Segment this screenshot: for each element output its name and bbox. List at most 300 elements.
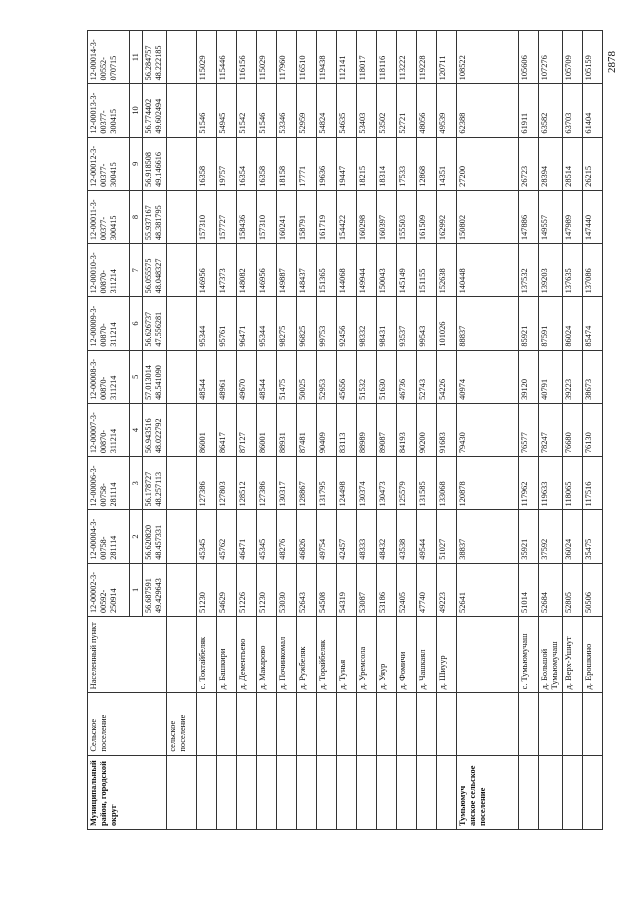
cell-value: 19636 <box>317 137 337 190</box>
cell-value: 51230 <box>257 563 277 616</box>
cell-value: 35921 <box>519 510 539 563</box>
cell-value: 147440 <box>583 190 603 243</box>
table-row <box>519 31 539 830</box>
cell-value: 43538 <box>397 510 417 563</box>
cell-value: 84193 <box>397 403 417 456</box>
cell-settlement <box>583 693 603 755</box>
cell-settlement <box>457 693 519 755</box>
cell-value: 95344 <box>197 297 217 350</box>
column-coords: 56.943516 48.022792 <box>143 403 167 456</box>
column-coords: 56.918508 49.146616 <box>143 137 167 190</box>
cell-value: 120878 <box>457 457 519 510</box>
cell-value: 119438 <box>317 31 337 84</box>
column-number: 8 <box>130 190 143 243</box>
cell-value: 38837 <box>457 510 519 563</box>
cell-municipal <box>277 755 297 829</box>
cell-value: 150802 <box>457 190 519 243</box>
cell-value: 99543 <box>417 297 437 350</box>
cell-value: 63582 <box>539 84 563 137</box>
cell-value: 127386 <box>257 457 277 510</box>
cell-value: 51546 <box>197 84 217 137</box>
column-coords: 56.620820 48.457331 <box>143 510 167 563</box>
cell-value: 105606 <box>519 31 539 84</box>
cell-value: 128512 <box>237 457 257 510</box>
column-number: 10 <box>130 84 143 137</box>
cell-value: 116510 <box>297 31 317 84</box>
cell-value: 61911 <box>519 84 539 137</box>
cell-value: 149944 <box>357 244 377 297</box>
cell-value: 117516 <box>583 457 603 510</box>
cell-municipal <box>519 755 539 829</box>
table-row <box>217 31 237 830</box>
cell-value: 86417 <box>217 403 237 456</box>
column-number: 3 <box>130 457 143 510</box>
cell-locality: д. Фомичи <box>397 616 417 692</box>
page-number: 2878 <box>606 51 618 73</box>
header-municipal: Муниципальный район, городской округ <box>88 755 167 829</box>
cell-value: 51226 <box>237 563 257 616</box>
cell-value: 130317 <box>277 457 297 510</box>
cell-value: 160397 <box>377 190 397 243</box>
cell-value: 105709 <box>563 31 583 84</box>
cell-value: 51027 <box>437 510 457 563</box>
cell-value: 139203 <box>539 244 563 297</box>
cell-value: 48961 <box>217 350 237 403</box>
cell-value: 49539 <box>437 84 457 137</box>
cell-value: 160241 <box>277 190 297 243</box>
cell-value: 112141 <box>337 31 357 84</box>
cell-value: 54629 <box>217 563 237 616</box>
cell-value: 127386 <box>197 457 217 510</box>
cell-value: 16358 <box>197 137 217 190</box>
cell-value: 48432 <box>377 510 397 563</box>
cell-municipal <box>417 755 437 829</box>
cell-value: 108522 <box>457 31 519 84</box>
cell-settlement <box>217 693 237 755</box>
table-body <box>88 31 603 830</box>
column-number: 7 <box>130 244 143 297</box>
cell-value: 113222 <box>397 31 417 84</box>
cell-value: 35475 <box>583 510 603 563</box>
column-coords: 56.284757 48.222185 <box>143 31 167 84</box>
cell-municipal <box>257 755 277 829</box>
cell-value: 47740 <box>417 563 437 616</box>
cell-locality: д. Верх-Ушнут <box>563 616 583 692</box>
group-settlement: сельское поселение <box>167 693 197 755</box>
cell-value: 89087 <box>377 403 397 456</box>
cell-value: 53502 <box>377 84 397 137</box>
column-number: 5 <box>130 350 143 403</box>
cell-value: 54319 <box>337 563 357 616</box>
cell-settlement <box>277 693 297 755</box>
cell-value: 85921 <box>519 297 539 350</box>
cell-value: 45345 <box>257 510 277 563</box>
cell-settlement <box>563 693 583 755</box>
cell-value: 119228 <box>417 31 437 84</box>
cell-value: 154422 <box>337 190 357 243</box>
cell-value: 116156 <box>237 31 257 84</box>
cell-value: 162992 <box>437 190 457 243</box>
table-row <box>377 31 397 830</box>
cell-value: 130374 <box>357 457 377 510</box>
cell-locality: д. Большой Тумьюмучаш <box>539 616 563 692</box>
cell-value: 117962 <box>519 457 539 510</box>
cell-settlement <box>357 693 377 755</box>
cell-value: 118116 <box>377 31 397 84</box>
cell-value: 52721 <box>397 84 417 137</box>
cell-value: 161719 <box>317 190 337 243</box>
cell-value: 38673 <box>583 350 603 403</box>
cell-value: 145149 <box>397 244 417 297</box>
cell-value: 119633 <box>539 457 563 510</box>
cell-value: 51475 <box>277 350 297 403</box>
cell-value: 101026 <box>437 297 457 350</box>
cell-value: 76577 <box>519 403 539 456</box>
cell-value: 40974 <box>457 350 519 403</box>
cell-value: 149887 <box>277 244 297 297</box>
cell-value: 88837 <box>457 297 519 350</box>
cell-value: 93537 <box>397 297 417 350</box>
cell-value: 87127 <box>237 403 257 456</box>
cell-value: 14351 <box>437 137 457 190</box>
cell-value: 92456 <box>337 297 357 350</box>
cell-value: 131585 <box>417 457 437 510</box>
cell-value: 161509 <box>417 190 437 243</box>
cell-value: 45656 <box>337 350 357 403</box>
cell-value: 137532 <box>519 244 539 297</box>
column-code: 12-00013-3-00377-300415 <box>88 84 130 137</box>
cell-value: 83113 <box>337 403 357 456</box>
cell-municipal <box>583 755 603 829</box>
cell-value: 157310 <box>257 190 277 243</box>
cell-value: 19757 <box>217 137 237 190</box>
cell-value: 37592 <box>539 510 563 563</box>
cell-value: 87591 <box>539 297 563 350</box>
cell-value: 98332 <box>357 297 377 350</box>
cell-value: 52805 <box>563 563 583 616</box>
cell-settlement <box>297 693 317 755</box>
cell-value: 98431 <box>377 297 397 350</box>
column-number: 2 <box>130 510 143 563</box>
cell-value: 90409 <box>317 403 337 456</box>
cell-value: 53030 <box>277 563 297 616</box>
table-row <box>563 31 583 830</box>
cell-settlement <box>317 693 337 755</box>
cell-value: 76130 <box>583 403 603 456</box>
column-code: 12-00007-3-00870-311214 <box>88 403 130 456</box>
cell-value: 52405 <box>397 563 417 616</box>
cell-value: 133068 <box>437 457 457 510</box>
cell-value: 48544 <box>197 350 217 403</box>
cell-value: 152638 <box>437 244 457 297</box>
cell-value: 28514 <box>563 137 583 190</box>
cell-value: 120711 <box>437 31 457 84</box>
cell-value: 12868 <box>417 137 437 190</box>
cell-value: 137635 <box>563 244 583 297</box>
cell-value: 151365 <box>317 244 337 297</box>
column-number: 1 <box>130 563 143 616</box>
table-row <box>583 31 603 830</box>
cell-locality: д. Уремсола <box>357 616 377 692</box>
header-settlement: Сельское поселение <box>88 693 167 755</box>
cell-locality: с. Тумьюмучаш <box>519 616 539 692</box>
column-code: 12-00008-3-00870-311214 <box>88 350 130 403</box>
cell-value: 147989 <box>563 190 583 243</box>
cell-value: 63703 <box>563 84 583 137</box>
cell-value: 79430 <box>457 403 519 456</box>
column-code: 12-00002-3-00592-250914 <box>88 563 130 616</box>
cell-value: 50025 <box>297 350 317 403</box>
cell-value: 151155 <box>417 244 437 297</box>
cell-value: 51630 <box>377 350 397 403</box>
cell-value: 95344 <box>257 297 277 350</box>
cell-value: 16354 <box>237 137 257 190</box>
table-row <box>297 31 317 830</box>
cell-municipal <box>197 755 217 829</box>
cell-value: 52643 <box>297 563 317 616</box>
cell-locality: д. Тунья <box>337 616 357 692</box>
cell-value: 54824 <box>317 84 337 137</box>
cell-settlement <box>237 693 257 755</box>
cell-value: 54508 <box>317 563 337 616</box>
cell-value: 53403 <box>357 84 377 137</box>
cell-value: 27200 <box>457 137 519 190</box>
cell-settlement <box>417 693 437 755</box>
cell-value: 51546 <box>257 84 277 137</box>
cell-value: 105159 <box>583 31 603 84</box>
cell-value: 148082 <box>237 244 257 297</box>
cell-value: 49754 <box>317 510 337 563</box>
cell-value: 88989 <box>357 403 377 456</box>
cell-value: 17533 <box>397 137 417 190</box>
cell-locality: д. Уяур <box>377 616 397 692</box>
cell-value: 90200 <box>417 403 437 456</box>
cell-value: 52641 <box>457 563 519 616</box>
cell-settlement <box>377 693 397 755</box>
cell-value: 49223 <box>437 563 457 616</box>
cell-municipal <box>217 755 237 829</box>
column-coords: 56.626737 47.556281 <box>143 297 167 350</box>
cell-value: 51532 <box>357 350 377 403</box>
column-coords: 57.013014 48.541090 <box>143 350 167 403</box>
table-row <box>337 31 357 830</box>
table-row <box>397 31 417 830</box>
cell-settlement <box>519 693 539 755</box>
column-coords: 56.178727 48.257113 <box>143 457 167 510</box>
cell-value: 158436 <box>237 190 257 243</box>
cell-value: 36024 <box>563 510 583 563</box>
column-code: 12-00009-3-00870-311214 <box>88 297 130 350</box>
table-row <box>457 31 519 830</box>
table-row <box>277 31 297 830</box>
cell-value: 54945 <box>217 84 237 137</box>
column-coords: 56.774402 49.602494 <box>143 84 167 137</box>
cell-value: 96825 <box>297 297 317 350</box>
cell-municipal: Тумьюмуч анское сельское поселение <box>457 755 519 829</box>
cell-value: 127803 <box>217 457 237 510</box>
cell-value: 86001 <box>257 403 277 456</box>
table-row <box>257 31 277 830</box>
cell-value: 51014 <box>519 563 539 616</box>
cell-locality: д. Ружбеляк <box>297 616 317 692</box>
cell-municipal <box>437 755 457 829</box>
cell-value: 50506 <box>583 563 603 616</box>
cell-municipal <box>397 755 417 829</box>
cell-value: 78247 <box>539 403 563 456</box>
table-row <box>437 31 457 830</box>
cell-value: 53346 <box>277 84 297 137</box>
cell-value: 115029 <box>197 31 217 84</box>
cell-municipal <box>337 755 357 829</box>
cell-value: 99753 <box>317 297 337 350</box>
cell-value: 61404 <box>583 84 603 137</box>
cell-settlement <box>257 693 277 755</box>
group-cell-empty <box>167 755 197 829</box>
column-code: 12-00011-3-00377-300415 <box>88 190 130 243</box>
group-cell-empty <box>167 616 197 692</box>
cell-value: 28394 <box>539 137 563 190</box>
column-coords: 55.937167 48.381795 <box>143 190 167 243</box>
cell-value: 137086 <box>583 244 603 297</box>
table-row <box>237 31 257 830</box>
cell-value: 150043 <box>377 244 397 297</box>
cell-value: 158791 <box>297 190 317 243</box>
cell-value: 124498 <box>337 457 357 510</box>
cell-value: 96471 <box>237 297 257 350</box>
cell-value: 107276 <box>539 31 563 84</box>
cell-value: 144068 <box>337 244 357 297</box>
cell-value: 18158 <box>277 137 297 190</box>
column-code: 12-00014-3-00552-070715 <box>88 31 130 84</box>
cell-value: 46826 <box>297 510 317 563</box>
cell-municipal <box>377 755 397 829</box>
cell-value: 86001 <box>197 403 217 456</box>
cell-value: 87481 <box>297 403 317 456</box>
cell-value: 130473 <box>377 457 397 510</box>
cell-value: 40791 <box>539 350 563 403</box>
cell-value: 131795 <box>317 457 337 510</box>
cell-value: 157310 <box>197 190 217 243</box>
cell-value: 118065 <box>563 457 583 510</box>
cell-value: 147886 <box>519 190 539 243</box>
cell-locality: д. Башкири <box>217 616 237 692</box>
cell-value: 16358 <box>257 137 277 190</box>
cell-value: 117960 <box>277 31 297 84</box>
column-code: 12-00006-3-00758-281114 <box>88 457 130 510</box>
cell-value: 125579 <box>397 457 417 510</box>
cell-municipal <box>563 755 583 829</box>
column-coords: 56.055575 48.048327 <box>143 244 167 297</box>
cell-value: 46736 <box>397 350 417 403</box>
cell-value: 45345 <box>197 510 217 563</box>
cell-value: 118017 <box>357 31 377 84</box>
cell-locality: д. Починкомал <box>277 616 297 692</box>
cell-locality: д. Торайбеляк <box>317 616 337 692</box>
column-number: 11 <box>130 31 143 84</box>
data-table <box>87 30 603 830</box>
cell-settlement <box>437 693 457 755</box>
cell-locality <box>457 616 519 692</box>
cell-value: 160298 <box>357 190 377 243</box>
cell-value: 54635 <box>337 84 357 137</box>
table-row <box>197 31 217 830</box>
cell-value: 52684 <box>539 563 563 616</box>
cell-value: 62388 <box>457 84 519 137</box>
cell-value: 148437 <box>297 244 317 297</box>
cell-value: 52953 <box>317 350 337 403</box>
cell-value: 86024 <box>563 297 583 350</box>
cell-value: 45762 <box>217 510 237 563</box>
cell-value: 49544 <box>417 510 437 563</box>
header-row <box>88 31 130 830</box>
cell-value: 52959 <box>297 84 317 137</box>
cell-value: 48056 <box>417 84 437 137</box>
column-code: 12-00004-3-00758-281114 <box>88 510 130 563</box>
cell-value: 98275 <box>277 297 297 350</box>
cell-locality: с. Токтайбеляк <box>197 616 217 692</box>
header-locality: Населенный пункт <box>88 616 167 692</box>
column-number: 9 <box>130 137 143 190</box>
cell-locality: д. Макарово <box>257 616 277 692</box>
cell-value: 85474 <box>583 297 603 350</box>
cell-municipal <box>357 755 377 829</box>
cell-value: 146956 <box>197 244 217 297</box>
cell-municipal <box>297 755 317 829</box>
cell-value: 19447 <box>337 137 357 190</box>
cell-value: 42457 <box>337 510 357 563</box>
group-row <box>167 31 197 830</box>
cell-settlement <box>337 693 357 755</box>
cell-value: 46471 <box>237 510 257 563</box>
cell-settlement <box>397 693 417 755</box>
cell-settlement <box>197 693 217 755</box>
cell-value: 146956 <box>257 244 277 297</box>
cell-value: 157727 <box>217 190 237 243</box>
cell-value: 95761 <box>217 297 237 350</box>
cell-value: 18314 <box>377 137 397 190</box>
table-row <box>317 31 337 830</box>
column-code: 12-00012-3-00377-300415 <box>88 137 130 190</box>
cell-value: 17771 <box>297 137 317 190</box>
column-number: 6 <box>130 297 143 350</box>
cell-value: 54226 <box>437 350 457 403</box>
cell-municipal <box>237 755 257 829</box>
cell-value: 39120 <box>519 350 539 403</box>
cell-value: 91683 <box>437 403 457 456</box>
table-row <box>539 31 563 830</box>
cell-value: 140448 <box>457 244 519 297</box>
cell-locality: д. Шиуур <box>437 616 457 692</box>
cell-value: 51230 <box>197 563 217 616</box>
table-row <box>357 31 377 830</box>
cell-value: 76680 <box>563 403 583 456</box>
column-coords: 56.687591 49.429643 <box>143 563 167 616</box>
cell-locality: д. Чашкаял <box>417 616 437 692</box>
cell-settlement <box>539 693 563 755</box>
cell-value: 149557 <box>539 190 563 243</box>
cell-value: 26723 <box>519 137 539 190</box>
column-number: 4 <box>130 403 143 456</box>
cell-municipal <box>317 755 337 829</box>
cell-value: 39223 <box>563 350 583 403</box>
rotated-table-wrapper <box>87 30 607 830</box>
cell-value: 53186 <box>377 563 397 616</box>
cell-value: 18215 <box>357 137 377 190</box>
cell-value: 49670 <box>237 350 257 403</box>
cell-value: 52743 <box>417 350 437 403</box>
cell-value: 147373 <box>217 244 237 297</box>
table-row <box>417 31 437 830</box>
